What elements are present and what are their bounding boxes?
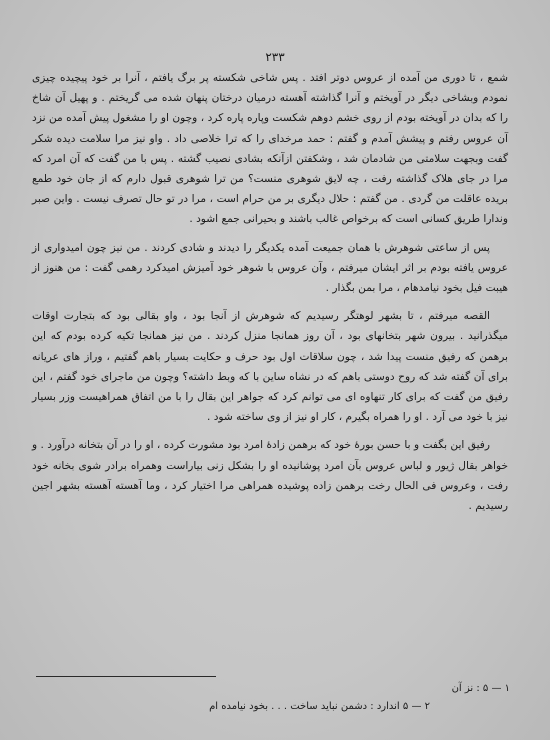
footnote-1: ۱ — ۵ : نز آن [451, 683, 510, 694]
paragraph-2: پس از ساعتی شوهرش با همان جمیعت آمده یکدیگر را دیدند و شادی کردند . من نیز چون امیدواری از عروس یافته بودم بر اثر ایشان میرفتم ، وآن عروس با شوهر خود آمیزش امیدکرد رهمی گفت : من هنوز از هیبت فیل بخود نیامدهام ، مرا بمن بگذار . [32, 241, 508, 295]
footnote-2: ۲ — ۵ اندارد : دشمن نباید ساخت . . . بخود نیامده ام [209, 701, 430, 712]
main-text [32, 68, 508, 516]
page-number: ۲۳۳ [265, 50, 285, 64]
paragraph-1: شمع ، تا دوری من آمده از عروس دوتر افتد . پس شاخی شکسته پر برگ یافتم ، آنرا بر خود پیچیده چیزی نمودم وبشاخی دیگر در آویختم و آنرا گذاشته آهسته درمیان درختان پنهان شده می گریختم . و پهیل آن شاخ را که بدان در آویخته بودم از روی خشم دوهم شکست وپاره پاره کرد ، وچون او را مشغول پیش آمده من نزد آن عروس رفتم و پیشش آمدم و گفتم : حمد مرخدای را که ترا خلاصی داد . واو نیز مرا سلامت دیده شکر گفت وبجهت سلامتی من شادمان شد ، وشکفتن ازآنکه بشادی نصیب گشته . پس با من گفت که آن امرد که مرا در جای هلاک گذاشته رفت ، چه لایق شوهری منست؟ من ترا شوهری قبول دارم که از جان خود طمع بریده عاقلت من گردی . من گفتم : حلال دیگری بر من حرام است ، مرا در تو حال تصرف نیست . واین صبر وندارا طریق کسانی است که برخواص غالب باشند و بحیرانی جمع اشود . [32, 72, 508, 226]
paragraph-4: رفیق این بگفت و با حسن بورهٔ خود که برهمن زادهٔ امرد بود مشورت کرده ، او را در آن بتخانه درآورد . و خواهر بقال ژیور و لباس عروس بآن امرد پوشانیده او را بشکل زنی بیاراست وهمراه برادر شوی بخانه خود رفت ، وعروس فی الحال رخت برهمن زاده پوشیده همراهی مرا اختیار کرد ، وما آهسته آهسته بشهر اجین رسیدیم . [32, 439, 508, 513]
footnote-divider [36, 676, 216, 677]
paragraph-3: القصه میرفتم ، تا بشهر لوهتگر رسیدیم که شوهرش از آنجا بود ، واو بقالی بود که بتجارت اوقات میگذرانید . بیرون شهر بتخانهای بود ، آن روز همانجا منزل کردند . من نیز همانجا تکیه کرده بودم که این برهمن که رفیق منست پیدا شد ، چون سلاقات اول بود حرف و حکایت بسیار باهم گفتیم ، وراز های عریانه برای آن گفته شد که روح دوستی باهم که در نشاه ساین با که وبط داشته؟ وچون من ماجرای خود گفتم ، این رفیق من گفت که برای کار تنهاوه ای می توانم کرد که جواهر این بقال را با من اتفاق همراهیست وزر بسیار نیز با خود می آرد . او را همراه بگیرم ، کار او نیز از وی ساخته شود . [32, 310, 508, 424]
footnotes [40, 680, 510, 716]
